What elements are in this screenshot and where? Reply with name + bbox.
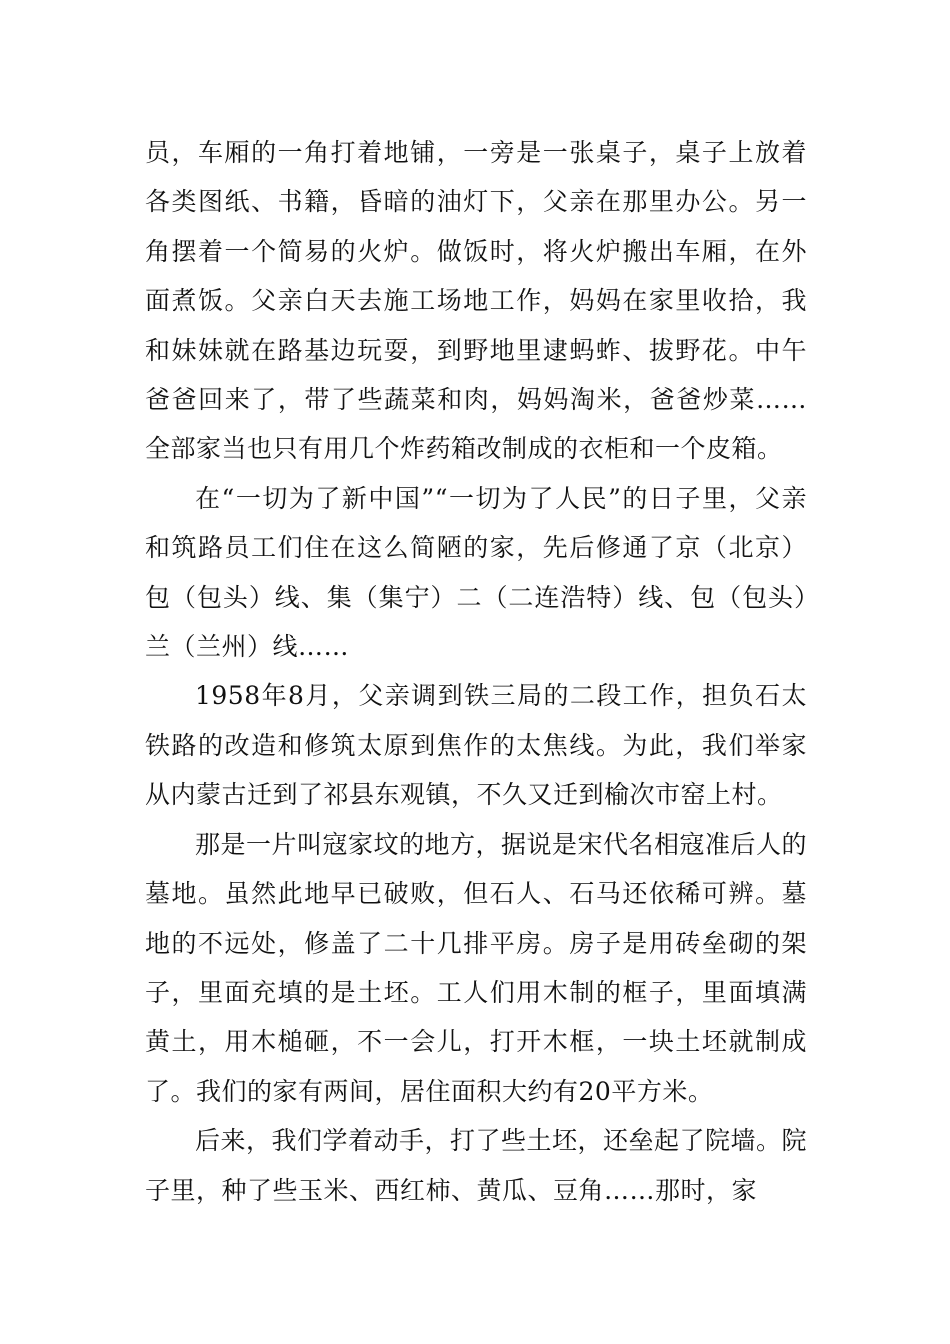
paragraph-5: 后来，我们学着动手，打了些土坯，还垒起了院墙。院子里，种了些玉米、西红柿、黄瓜、豆角……那时，家 bbox=[145, 1126, 808, 1205]
document-body bbox=[145, 128, 807, 1215]
paragraph-1: 员，车厢的一角打着地铺，一旁是一张桌子，桌子上放着各类图纸、书籍，昏暗的油灯下，父亲在那里办公。另一角摆着一个简易的火炉。做饭时，将火炉搬出车厢，在外面煮饭。父亲白天去施工场地工作，妈妈在家里收拾，我和妹妹就在路基边玩耍，到野地里逮蚂蚱、拔野花。中午爸爸回来了，带了些蔬菜和肉，妈妈淘米，爸爸炒菜……全部家当也只有用几个炸药箱改制成的衣柜和一个皮箱。 bbox=[145, 138, 807, 464]
paragraph-3: 1958年8月，父亲调到铁三局的二段工作，担负石太铁路的改造和修筑太原到焦作的太焦线。为此，我们举家从内蒙古迁到了祁县东观镇，不久又迁到榆次市窑上村。 bbox=[145, 681, 807, 810]
paragraph-4: 那是一片叫寇家坟的地方，据说是宋代名相寇准后人的墓地。虽然此地早已破败，但石人、石马还依稀可辨。墓地的不远处，修盖了二十几排平房。房子是用砖垒砌的架子，里面充填的是土坯。工人们用木制的框子，里面填满黄土，用木槌砸，不一会儿，打开木框，一块土坯就制成了。我们的家有两间，居住面积大约有20平方米。 bbox=[145, 829, 808, 1106]
paragraph-2: 在“一切为了新中国”“一切为了人民”的日子里，父亲和筑路员工们住在这么简陋的家，先后修通了京（北京）包（包头）线、集（集宁）二（二连浩特）线、包（包头）兰（兰州）线…… bbox=[145, 483, 807, 662]
